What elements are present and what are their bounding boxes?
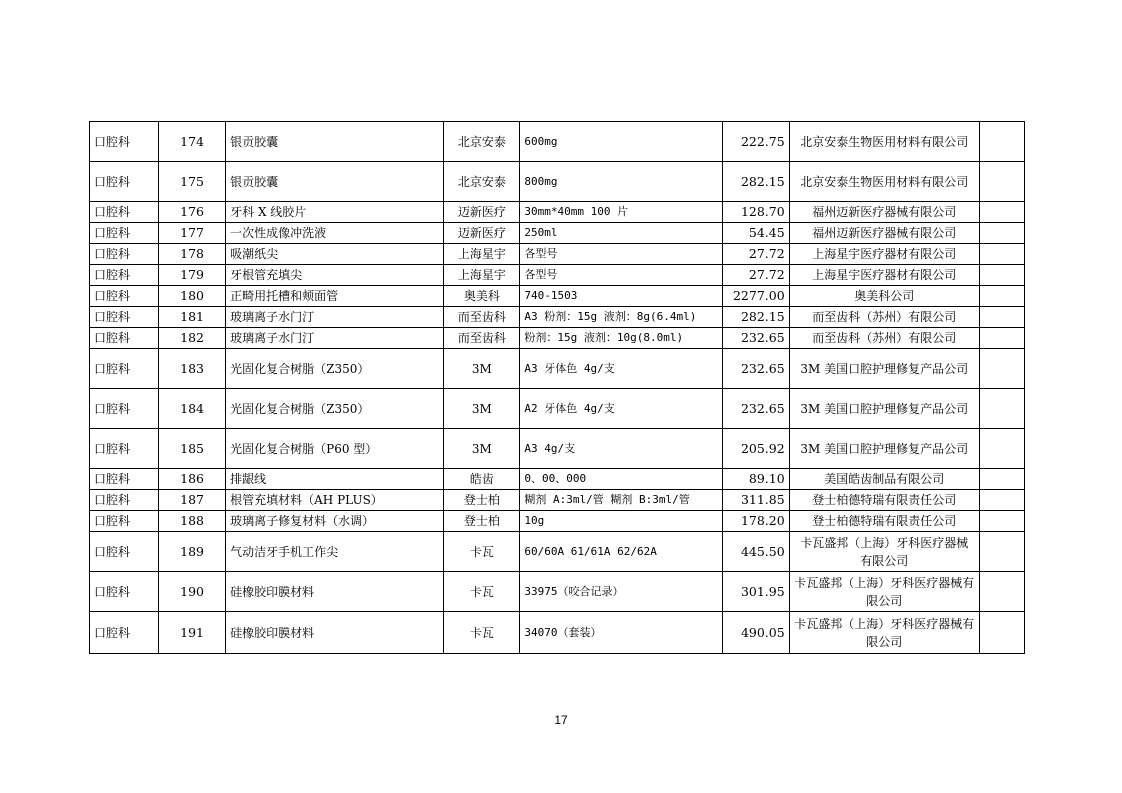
table-row [90,162,1025,202]
cell-number: 187 [159,490,226,511]
cell-empty [979,532,1024,572]
cell-manufacturer [789,429,979,469]
cell-department: 口腔科 [90,244,159,265]
cell-number: 183 [159,349,226,389]
cell-specification: 0、00、000 [520,469,722,490]
cell-price: 232.65 [722,389,789,429]
manufacturer-line: 卡瓦盛邦（上海）牙科医疗器械有 [794,616,975,631]
cell-number: 180 [159,286,226,307]
cell-manufacturer [789,286,979,307]
manufacturer-line-continued: 限公司 [866,634,903,649]
cell-empty [979,389,1024,429]
page-number: 17 [554,713,568,727]
cell-brand: 北京安泰 [444,122,520,162]
cell-product-name: 光固化复合树脂（Z350） [226,389,444,429]
table-body [90,122,1025,654]
cell-number: 176 [159,202,226,223]
cell-department: 口腔科 [90,511,159,532]
cell-department: 口腔科 [90,202,159,223]
cell-price: 222.75 [722,122,789,162]
cell-brand: 卡瓦 [444,572,520,612]
cell-product-name: 光固化复合树脂（Z350） [226,349,444,389]
manufacturer-line: 卡瓦盛邦（上海）牙科医疗器械 [800,535,969,550]
cell-brand: 登士柏 [444,490,520,511]
cell-brand: 卡瓦 [444,612,520,654]
cell-number: 184 [159,389,226,429]
cell-product-name: 玻璃离子修复材料（水调） [226,511,444,532]
cell-empty [979,162,1024,202]
manufacturer-line: 3M 美国口腔护理修复产品公司 [800,441,969,456]
cell-department: 口腔科 [90,265,159,286]
manufacturer-line: 登士柏德特瑞有限责任公司 [812,514,957,528]
cell-product-name: 银贡胶囊 [226,122,444,162]
cell-product-name: 玻璃离子水门汀 [226,307,444,328]
cell-empty [979,490,1024,511]
cell-price: 311.85 [722,490,789,511]
manufacturer-line: 卡瓦盛邦（上海）牙科医疗器械有 [794,575,975,590]
cell-specification: 30mm*40mm 100 片 [520,202,722,223]
cell-price: 301.95 [722,572,789,612]
table-row [90,612,1025,654]
cell-department: 口腔科 [90,162,159,202]
cell-price: 2277.00 [722,286,789,307]
manufacturer-line: 奥美科公司 [854,289,915,303]
cell-manufacturer [789,265,979,286]
cell-brand: 上海星宇 [444,244,520,265]
manufacturer-line: 福州迈新医疗器械有限公司 [812,205,957,219]
cell-empty [979,202,1024,223]
cell-department: 口腔科 [90,490,159,511]
table-row [90,286,1025,307]
cell-empty [979,265,1024,286]
cell-department: 口腔科 [90,532,159,572]
cell-price: 89.10 [722,469,789,490]
cell-manufacturer [789,469,979,490]
cell-specification: 60/60A 61/61A 62/62A [520,532,722,572]
cell-product-name: 硅橡胶印膜材料 [226,612,444,654]
cell-number: 189 [159,532,226,572]
cell-price: 27.72 [722,265,789,286]
cell-product-name: 光固化复合树脂（P60 型） [226,429,444,469]
cell-product-name: 吸潮纸尖 [226,244,444,265]
cell-brand: 3M [444,429,520,469]
cell-department: 口腔科 [90,122,159,162]
manufacturer-line-continued: 限公司 [866,593,903,608]
cell-department: 口腔科 [90,307,159,328]
cell-department: 口腔科 [90,612,159,654]
cell-manufacturer [789,162,979,202]
cell-number: 178 [159,244,226,265]
cell-brand: 上海星宇 [444,265,520,286]
table-row [90,429,1025,469]
manufacturer-line: 3M 美国口腔护理修复产品公司 [800,361,969,376]
cell-product-name: 气动洁牙手机工作尖 [226,532,444,572]
table-row [90,572,1025,612]
cell-specification: 各型号 [520,244,722,265]
cell-brand: 而至齿科 [444,307,520,328]
cell-price: 445.50 [722,532,789,572]
table-row [90,265,1025,286]
manufacturer-line: 福州迈新医疗器械有限公司 [812,226,957,240]
cell-specification: 34070（套装） [520,612,722,654]
cell-empty [979,429,1024,469]
table-row [90,244,1025,265]
cell-number: 186 [159,469,226,490]
cell-department: 口腔科 [90,469,159,490]
cell-number: 185 [159,429,226,469]
cell-product-name: 一次性成像冲洗液 [226,223,444,244]
cell-brand: 3M [444,389,520,429]
cell-department: 口腔科 [90,349,159,389]
cell-number: 181 [159,307,226,328]
manufacturer-line: 登士柏德特瑞有限责任公司 [812,493,957,507]
manufacturer-line: 上海星宇医疗器材有限公司 [812,247,957,261]
table-row [90,223,1025,244]
cell-manufacturer [789,202,979,223]
cell-price: 54.45 [722,223,789,244]
cell-manufacturer [789,349,979,389]
cell-price: 490.05 [722,612,789,654]
cell-product-name: 银贡胶囊 [226,162,444,202]
cell-product-name: 硅橡胶印膜材料 [226,572,444,612]
cell-specification: 800mg [520,162,722,202]
cell-empty [979,122,1024,162]
cell-product-name: 牙根管充填尖 [226,265,444,286]
cell-department: 口腔科 [90,429,159,469]
cell-specification: 33975（咬合记录） [520,572,722,612]
cell-empty [979,244,1024,265]
manufacturer-line-continued: 有限公司 [860,553,909,568]
cell-specification: 740-1503 [520,286,722,307]
cell-product-name: 根管充填材料（AH PLUS） [226,490,444,511]
cell-number: 191 [159,612,226,654]
cell-department: 口腔科 [90,572,159,612]
cell-price: 205.92 [722,429,789,469]
cell-empty [979,307,1024,328]
cell-manufacturer [789,389,979,429]
manufacturer-line: 上海星宇医疗器材有限公司 [812,268,957,282]
cell-empty [979,223,1024,244]
manufacturer-line: 而至齿科（苏州）有限公司 [812,331,957,345]
cell-product-name: 正畸用托槽和颊面管 [226,286,444,307]
table-row [90,328,1025,349]
table-row [90,511,1025,532]
cell-department: 口腔科 [90,328,159,349]
cell-specification: 糊剂 A:3ml/管 糊剂 B:3ml/管 [520,490,722,511]
table-row [90,389,1025,429]
table-row [90,532,1025,572]
cell-price: 128.70 [722,202,789,223]
cell-specification: A3 4g/支 [520,429,722,469]
cell-specification: 250ml [520,223,722,244]
table-row [90,349,1025,389]
cell-manufacturer [789,122,979,162]
cell-specification: 粉剂：15g 液剂：10g(8.0ml) [520,328,722,349]
cell-specification: A3 粉剂：15g 液剂：8g(6.4ml) [520,307,722,328]
cell-brand: 迈新医疗 [444,223,520,244]
cell-empty [979,286,1024,307]
cell-number: 188 [159,511,226,532]
manufacturer-line: 3M 美国口腔护理修复产品公司 [800,401,969,416]
cell-manufacturer [789,328,979,349]
manufacturer-line: 而至齿科（苏州）有限公司 [812,310,957,324]
cell-empty [979,511,1024,532]
cell-number: 175 [159,162,226,202]
manufacturer-line: 美国皓齿制品有限公司 [824,472,945,486]
cell-manufacturer [789,511,979,532]
table-row [90,490,1025,511]
cell-specification: 10g [520,511,722,532]
cell-number: 182 [159,328,226,349]
cell-brand: 奥美科 [444,286,520,307]
cell-product-name: 排龈线 [226,469,444,490]
cell-brand: 3M [444,349,520,389]
cell-specification: A2 牙体色 4g/支 [520,389,722,429]
cell-brand: 北京安泰 [444,162,520,202]
cell-number: 190 [159,572,226,612]
table-row [90,202,1025,223]
cell-empty [979,328,1024,349]
table-row [90,307,1025,328]
cell-empty [979,572,1024,612]
cell-price: 27.72 [722,244,789,265]
cell-price: 282.15 [722,307,789,328]
cell-empty [979,612,1024,654]
table-row [90,469,1025,490]
cell-manufacturer [789,244,979,265]
cell-price: 282.15 [722,162,789,202]
cell-brand: 迈新医疗 [444,202,520,223]
cell-product-name: 牙科 X 线胶片 [226,202,444,223]
manufacturer-line: 北京安泰生物医用材料有限公司 [800,174,969,189]
table-row [90,122,1025,162]
cell-specification: A3 牙体色 4g/支 [520,349,722,389]
cell-manufacturer [789,572,979,612]
manufacturer-line: 北京安泰生物医用材料有限公司 [800,134,969,149]
cell-manufacturer [789,490,979,511]
cell-empty [979,469,1024,490]
cell-manufacturer [789,532,979,572]
cell-brand: 皓齿 [444,469,520,490]
cell-brand: 而至齿科 [444,328,520,349]
cell-price: 232.65 [722,328,789,349]
cell-number: 177 [159,223,226,244]
cell-product-name: 玻璃离子水门汀 [226,328,444,349]
cell-price: 232.65 [722,349,789,389]
cell-brand: 卡瓦 [444,532,520,572]
cell-brand: 登士柏 [444,511,520,532]
cell-manufacturer [789,612,979,654]
cell-empty [979,349,1024,389]
cell-number: 174 [159,122,226,162]
cell-specification: 各型号 [520,265,722,286]
cell-manufacturer [789,307,979,328]
cell-department: 口腔科 [90,286,159,307]
cell-price: 178.20 [722,511,789,532]
cell-department: 口腔科 [90,389,159,429]
cell-specification: 600mg [520,122,722,162]
cell-manufacturer [789,223,979,244]
cell-department: 口腔科 [90,223,159,244]
product-price-table [89,121,1025,654]
cell-number: 179 [159,265,226,286]
